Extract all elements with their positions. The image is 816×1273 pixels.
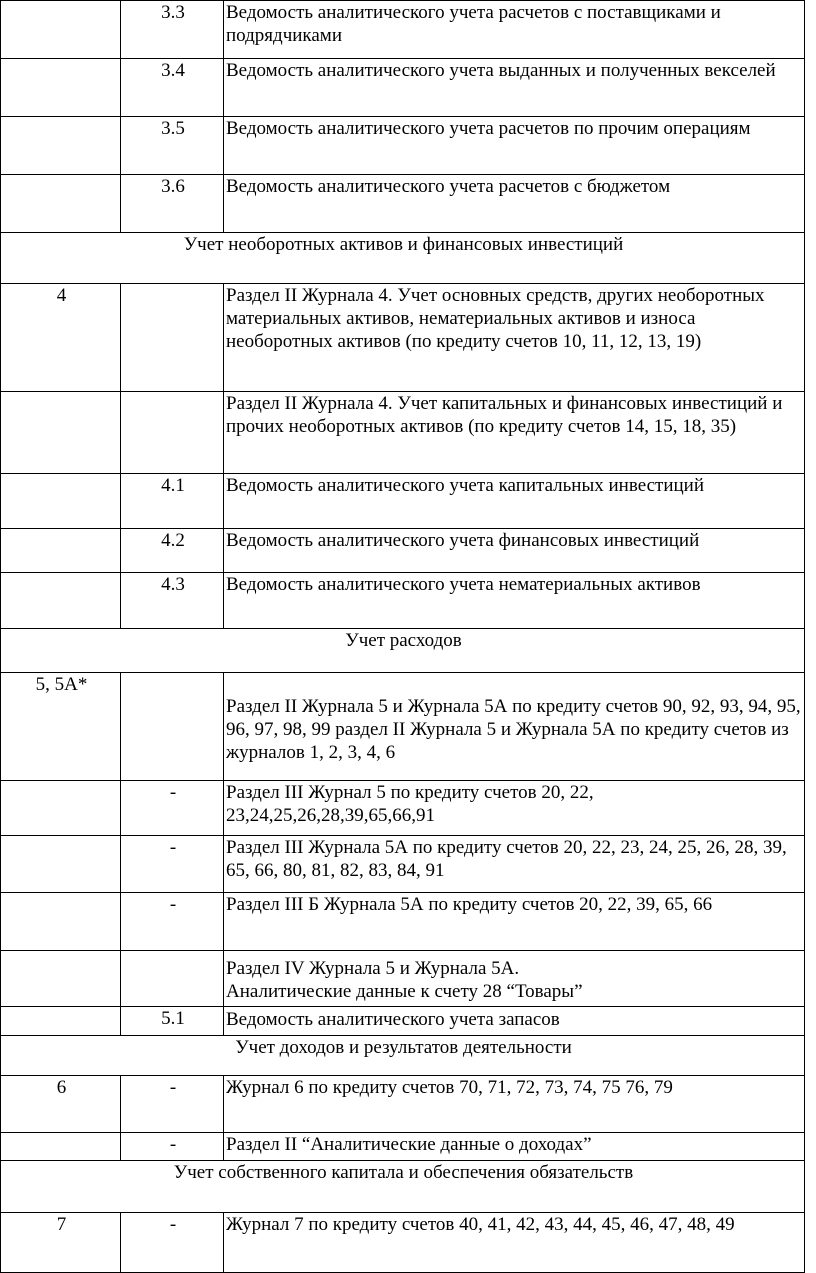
sub-number-cell xyxy=(121,673,224,781)
journal-number-cell: 4 xyxy=(1,284,121,392)
journal-number-cell xyxy=(1,474,121,529)
journal-number-cell xyxy=(1,1007,121,1036)
section-title: Учет расходов xyxy=(1,629,805,673)
table-row xyxy=(1,392,805,474)
journal-number-cell xyxy=(1,529,121,573)
section-title: Учет собственного капитала и обеспечения обязательств xyxy=(1,1161,805,1213)
table-row xyxy=(1,175,805,233)
sub-number-cell: 3.5 xyxy=(121,117,224,175)
journal-number-cell xyxy=(1,893,121,951)
journal-number-cell xyxy=(1,836,121,893)
table-row xyxy=(1,529,805,573)
register-description-cell: Раздел II Журнала 5 и Журнала 5А по кредиту счетов 90, 92, 93, 94, 95, 96, 97, 98, 99 раздел II Журнала 5 и Журнала 5А по кредиту счетов из журналов 1, 2, 3, 4, 6 xyxy=(224,673,805,781)
table-row xyxy=(1,573,805,629)
register-description-cell: Раздел III Б Журнала 5А по кредиту счетов 20, 22, 39, 65, 66 xyxy=(224,893,805,951)
register-description-cell: Журнал 6 по кредиту счетов 70, 71, 72, 73, 74, 75 76, 79 xyxy=(224,1076,805,1133)
section-header-row xyxy=(1,1161,805,1213)
table-row xyxy=(1,781,805,836)
register-description-cell: Раздел III Журнала 5А по кредиту счетов 20, 22, 23, 24, 25, 26, 28, 39, 65, 66, 80, 81, 82, 83, 84, 91 xyxy=(224,836,805,893)
register-description-cell: Журнал 7 по кредиту счетов 40, 41, 42, 43, 44, 45, 46, 47, 48, 49 xyxy=(224,1213,805,1273)
journal-number-cell xyxy=(1,175,121,233)
section-header-row xyxy=(1,629,805,673)
register-description-cell: Раздел III Журнал 5 по кредиту счетов 20, 22, 23,24,25,26,28,39,65,66,91 xyxy=(224,781,805,836)
sub-number-cell: - xyxy=(121,1133,224,1161)
sub-number-cell: - xyxy=(121,893,224,951)
register-description-cell: Раздел II “Аналитические данные о доходах” xyxy=(224,1133,805,1161)
sub-number-cell: - xyxy=(121,781,224,836)
section-title: Учет необоротных активов и финансовых инвестиций xyxy=(1,233,805,284)
sub-number-cell: 3.4 xyxy=(121,59,224,117)
sub-number-cell: 5.1 xyxy=(121,1007,224,1036)
table-row xyxy=(1,59,805,117)
table-row xyxy=(1,117,805,175)
table-row xyxy=(1,1213,805,1273)
register-description-cell: Раздел II Журнала 4. Учет основных средств, других необоротных материальных активов, нематериальных активов и износа необоротных активов (по кредиту счетов 10, 11, 12, 13, 19) xyxy=(224,284,805,392)
sub-number-cell xyxy=(121,284,224,392)
sub-number-cell: 4.1 xyxy=(121,474,224,529)
register-description-cell: Ведомость аналитического учета нематериальных активов xyxy=(224,573,805,629)
register-description-cell: Ведомость аналитического учета расчетов с поставщиками и подрядчиками xyxy=(224,1,805,59)
journal-number-cell xyxy=(1,573,121,629)
journal-number-cell xyxy=(1,1133,121,1161)
journal-number-cell xyxy=(1,117,121,175)
journal-number-cell xyxy=(1,781,121,836)
journal-number-cell: 7 xyxy=(1,1213,121,1273)
sub-number-cell: - xyxy=(121,1076,224,1133)
register-description-cell: Ведомость аналитического учета запасов xyxy=(224,1007,805,1036)
table-row xyxy=(1,1,805,59)
sub-number-cell: - xyxy=(121,1213,224,1273)
table-row xyxy=(1,951,805,1007)
table-body xyxy=(1,1,805,1273)
section-header-row xyxy=(1,1036,805,1076)
sub-number-cell xyxy=(121,951,224,1007)
journal-number-cell xyxy=(1,392,121,474)
register-description-cell: Ведомость аналитического учета выданных и полученных векселей xyxy=(224,59,805,117)
sub-number-cell xyxy=(121,392,224,474)
sub-number-cell: 3.3 xyxy=(121,1,224,59)
sub-number-cell: 3.6 xyxy=(121,175,224,233)
journal-number-cell xyxy=(1,1,121,59)
table-row xyxy=(1,474,805,529)
sub-number-cell: - xyxy=(121,836,224,893)
table-row xyxy=(1,1076,805,1133)
register-description-cell: Раздел II Журнала 4. Учет капитальных и финансовых инвестиций и прочих необоротных активов (по кредиту счетов 14, 15, 18, 35) xyxy=(224,392,805,474)
register-description-cell: Ведомость аналитического учета капитальных инвестиций xyxy=(224,474,805,529)
journal-number-cell xyxy=(1,951,121,1007)
table-row xyxy=(1,1007,805,1036)
journal-number-cell: 6 xyxy=(1,1076,121,1133)
table-row xyxy=(1,893,805,951)
section-title: Учет доходов и результатов деятельности xyxy=(1,1036,805,1076)
table-row xyxy=(1,836,805,893)
register-description-cell: Ведомость аналитического учета расчетов с бюджетом xyxy=(224,175,805,233)
register-description-cell: Ведомость аналитического учета расчетов по прочим операциям xyxy=(224,117,805,175)
register-description-cell: Ведомость аналитического учета финансовых инвестиций xyxy=(224,529,805,573)
journal-number-cell xyxy=(1,59,121,117)
sub-number-cell: 4.2 xyxy=(121,529,224,573)
table-row xyxy=(1,284,805,392)
journal-number-cell: 5, 5А* xyxy=(1,673,121,781)
section-header-row xyxy=(1,233,805,284)
table-row xyxy=(1,673,805,781)
table-row xyxy=(1,1133,805,1161)
sub-number-cell: 4.3 xyxy=(121,573,224,629)
register-description-cell: Раздел IV Журнала 5 и Журнала 5А. Аналитические данные к счету 28 “Товары” xyxy=(224,951,805,1007)
